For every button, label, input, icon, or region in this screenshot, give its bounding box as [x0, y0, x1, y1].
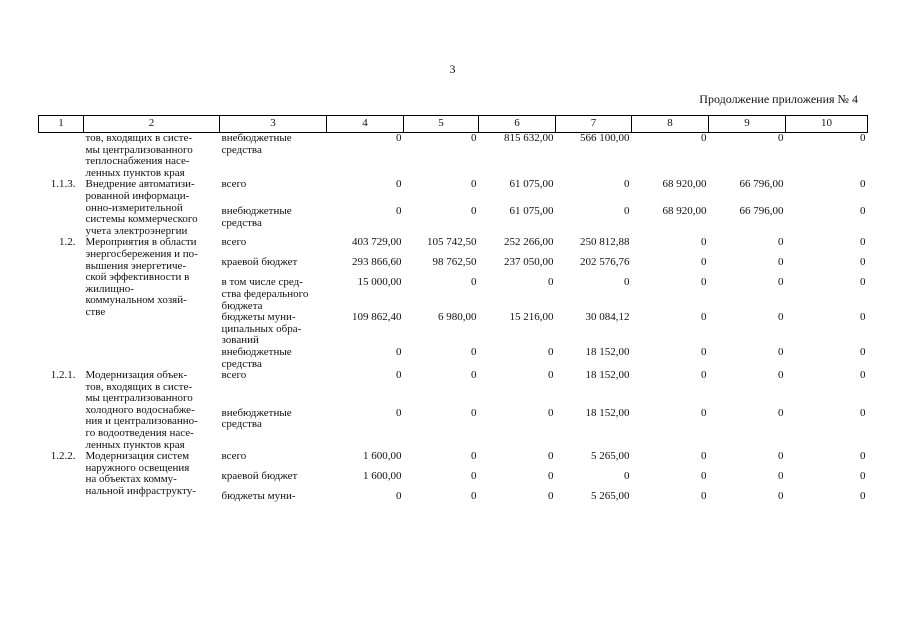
amount-cell: 0 — [701, 236, 707, 249]
amount-cell: 0 — [778, 490, 784, 503]
amount-cell: 0 — [860, 205, 866, 218]
amount-cell: 0 — [778, 406, 784, 419]
item-code: 1.2.2. — [50, 450, 76, 463]
page-number: 3 — [449, 62, 456, 76]
column-header: 1 — [39, 116, 84, 133]
amount-cell: 18 152,00 — [585, 406, 630, 419]
amount-cell: 66 796,00 — [739, 205, 784, 218]
column-header: 4 — [327, 116, 404, 133]
amount-cell: 5 265,00 — [591, 450, 630, 463]
amount-cell: 0 — [396, 406, 402, 419]
column-header: 3 — [220, 116, 327, 133]
amount-cell: 98 762,50 — [432, 256, 477, 269]
amount-cell: 0 — [778, 311, 784, 324]
amount-cell: 0 — [778, 236, 784, 249]
amount-cell: 0 — [471, 276, 477, 289]
table-row — [39, 133, 868, 180]
table-row — [39, 451, 868, 471]
funding-source: краевой бюджет — [221, 256, 298, 269]
table-row — [39, 237, 868, 257]
amount-cell: 0 — [701, 450, 707, 463]
table-body — [39, 133, 868, 512]
funding-source: в том числе сред- ства федерального бюджета — [221, 276, 309, 312]
table-row — [39, 370, 868, 408]
item-code — [39, 133, 84, 180]
funding-source: бюджеты муни- — [221, 490, 296, 503]
amount-cell: 0 — [860, 132, 866, 144]
amount-cell: 68 920,00 — [662, 205, 707, 218]
item-name: Модернизация объек- тов, входящих в систе- мы централизованного холодного водоснабже- ния и централизованно- го водоотведения насе- ленных пунктов края — [85, 369, 198, 451]
amount-cell: 0 — [548, 345, 554, 358]
table-row — [39, 179, 868, 206]
amount-cell: 0 — [860, 470, 866, 483]
funding-source: всего — [221, 450, 247, 463]
amount-cell: 0 — [471, 470, 477, 483]
continuation-caption: Продолжение приложения № 4 — [699, 92, 858, 106]
amount-cell: 0 — [624, 276, 630, 289]
column-header: 7 — [556, 116, 632, 133]
amount-cell: 0 — [701, 256, 707, 269]
amount-cell: 0 — [778, 450, 784, 463]
item-code: 1.2. — [59, 236, 76, 249]
amount-cell: 0 — [548, 276, 554, 289]
amount-cell: 30 084,12 — [585, 311, 630, 324]
amount-cell: 0 — [860, 450, 866, 463]
funding-source: внебюджетные средства — [221, 345, 292, 370]
amount-cell: 0 — [701, 276, 707, 289]
amount-cell: 0 — [701, 470, 707, 483]
funding-source: всего — [221, 178, 247, 191]
amount-cell: 0 — [860, 178, 866, 191]
amount-cell: 61 075,00 — [509, 178, 554, 191]
funding-source: бюджеты муни- ципальных обра- зований — [221, 311, 302, 347]
amount-cell: 1 600,00 — [363, 450, 402, 463]
amount-cell: 0 — [471, 178, 477, 191]
amount-cell: 0 — [701, 345, 707, 358]
amount-cell: 0 — [860, 345, 866, 358]
amount-cell: 0 — [778, 132, 784, 144]
funding-source: внебюджетные средства — [221, 406, 292, 431]
amount-cell: 0 — [471, 132, 477, 144]
amount-cell: 0 — [701, 132, 707, 144]
column-header: 8 — [632, 116, 709, 133]
amount-cell: 0 — [778, 276, 784, 289]
column-header: 2 — [84, 116, 220, 133]
amount-cell: 250 812,88 — [580, 236, 630, 249]
amount-cell: 1 600,00 — [363, 470, 402, 483]
amount-cell: 0 — [396, 178, 402, 191]
amount-cell: 0 — [396, 205, 402, 218]
amount-cell: 237 050,00 — [504, 256, 554, 269]
item-name: Внедрение автоматизи- рованной информаци- онно-измерительной системы коммерческого учета электроэнергии — [85, 178, 198, 237]
amount-cell: 0 — [548, 490, 554, 503]
amount-cell: 0 — [860, 276, 866, 289]
column-numbers-row — [39, 116, 868, 133]
amount-cell: 18 152,00 — [585, 345, 630, 358]
amount-cell: 0 — [778, 345, 784, 358]
amount-cell: 0 — [471, 345, 477, 358]
column-header: 5 — [404, 116, 479, 133]
amount-cell: 0 — [701, 406, 707, 419]
amount-cell: 68 920,00 — [662, 178, 707, 191]
item-code: 1.2.1. — [50, 369, 76, 382]
amount-cell: 0 — [548, 369, 554, 382]
amount-cell: 202 576,76 — [580, 256, 630, 269]
amount-cell: 293 866,60 — [352, 256, 402, 269]
amount-cell: 0 — [548, 450, 554, 463]
amount-cell: 105 742,50 — [427, 236, 477, 249]
column-header: 6 — [479, 116, 556, 133]
item-name: Мероприятия в области энергосбережения и по- вышения энергетиче- ской эффективности в жилищно- коммунальном хозяй- стве — [85, 236, 198, 318]
amount-cell: 66 796,00 — [739, 178, 784, 191]
amount-cell: 0 — [471, 205, 477, 218]
funding-source: краевой бюджет — [221, 470, 298, 483]
amount-cell: 0 — [548, 470, 554, 483]
item-code: 1.1.3. — [50, 178, 76, 191]
amount-cell: 252 266,00 — [504, 236, 554, 249]
amount-cell: 0 — [778, 256, 784, 269]
amount-cell: 0 — [396, 132, 402, 144]
amount-cell: 15 000,00 — [357, 276, 402, 289]
amount-cell: 18 152,00 — [585, 369, 630, 382]
amount-cell: 0 — [396, 490, 402, 503]
amount-cell: 0 — [396, 345, 402, 358]
funding-source: всего — [221, 236, 247, 249]
amount-cell: 403 729,00 — [352, 236, 402, 249]
amount-cell: 5 265,00 — [591, 490, 630, 503]
amount-cell: 61 075,00 — [509, 205, 554, 218]
funding-source: всего — [221, 369, 247, 382]
amount-cell: 0 — [548, 406, 554, 419]
amount-cell: 815 632,00 — [504, 132, 554, 144]
amount-cell: 0 — [624, 205, 630, 218]
amount-cell: 0 — [778, 470, 784, 483]
amount-cell: 6 980,00 — [438, 311, 477, 324]
amount-cell: 0 — [778, 369, 784, 382]
amount-cell: 0 — [471, 406, 477, 419]
amount-cell: 0 — [860, 406, 866, 419]
amount-cell: 0 — [624, 470, 630, 483]
amount-cell: 566 100,00 — [580, 132, 630, 144]
column-header: 9 — [709, 116, 786, 133]
amount-cell: 0 — [624, 178, 630, 191]
amount-cell: 0 — [860, 236, 866, 249]
amount-cell: 15 216,00 — [509, 311, 554, 324]
amount-cell: 0 — [396, 369, 402, 382]
amount-cell: 0 — [701, 490, 707, 503]
amount-cell: 0 — [701, 311, 707, 324]
amount-cell: 109 862,40 — [352, 311, 402, 324]
amount-cell: 0 — [860, 490, 866, 503]
amount-cell: 0 — [471, 450, 477, 463]
item-name: тов, входящих в систе- мы централизованного теплоснабжения насе- ленных пунктов края — [85, 132, 193, 179]
amount-cell: 0 — [471, 369, 477, 382]
funding-source: внебюджетные средства — [221, 132, 292, 156]
amount-cell: 0 — [701, 369, 707, 382]
funding-source: внебюджетные средства — [221, 205, 292, 229]
amount-cell: 0 — [860, 369, 866, 382]
column-header: 10 — [786, 116, 868, 133]
amount-cell: 0 — [860, 256, 866, 269]
item-name: Модернизация систем наружного освещения на объектах комму- нальной инфраструкту- — [85, 450, 196, 498]
amount-cell: 0 — [860, 311, 866, 324]
budget-table — [38, 115, 868, 511]
amount-cell: 0 — [471, 490, 477, 503]
